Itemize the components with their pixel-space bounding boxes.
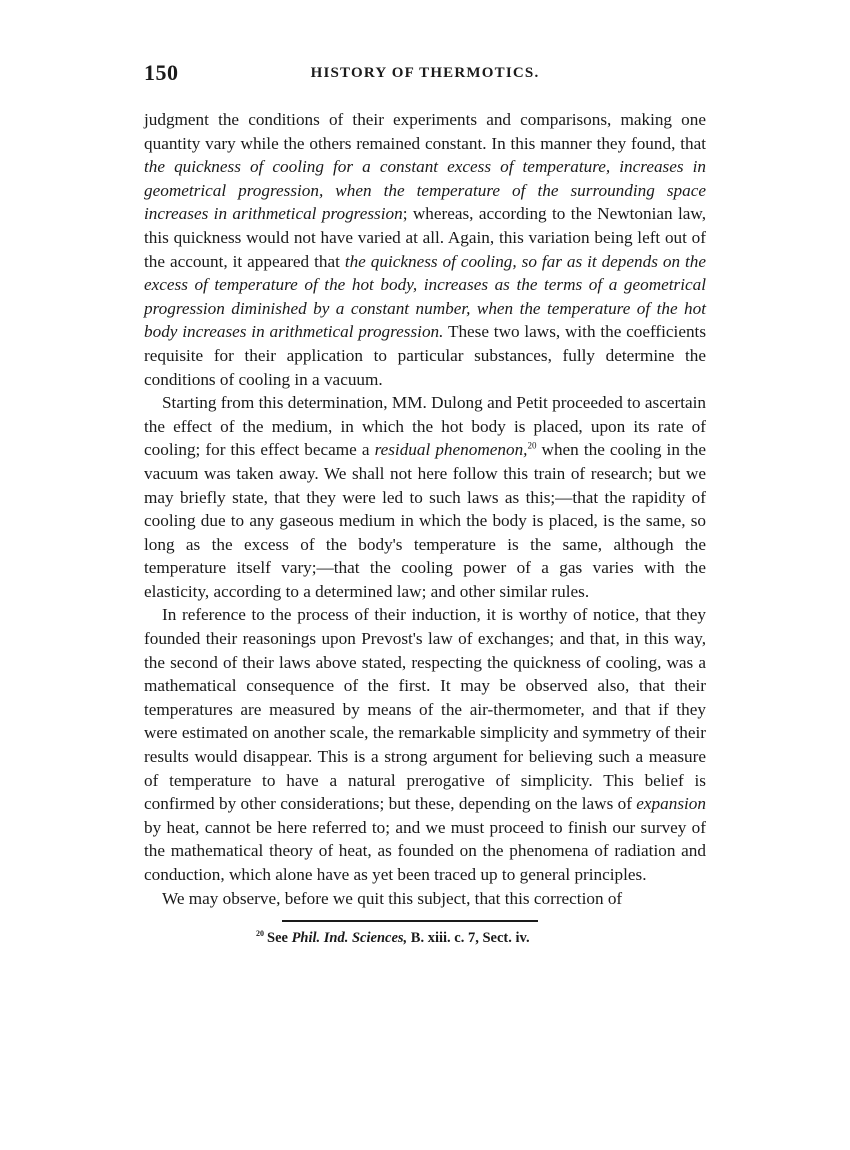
page-header (144, 60, 706, 90)
italic-text: expansion (636, 794, 706, 814)
paragraph (144, 603, 706, 886)
footnote (256, 928, 706, 948)
text-run: when the cooling in the vacuum was taken away. We shall not here follow this train of research; but we may briefly state, that they were led to such laws as this;—that the rapidity of cooling due to any gaseous medium in which the body is placed, is the same, so long as the excess of the body's temperature is the same, although the temperature itself vary;—that the cooling power of a gas varies with the elasticity, according to a determined law; and other similar rules. (144, 440, 706, 601)
paragraph (144, 887, 706, 911)
book-page (144, 60, 706, 948)
body-text (144, 108, 706, 910)
footnote-reference: 20 (527, 440, 537, 451)
footnote-divider (282, 920, 538, 921)
running-title: HISTORY OF THERMOTICS. (310, 65, 540, 81)
text-run: In reference to the process of their induction, it is worthy of notice, that they founded their reasonings upon Prevost's law of exchanges; and that, in this way, the second of their laws above stated, respecting the quickness of cooling, was a mathematical consequence of the first. It may be observed also, that their temperatures are measured by means of the air-thermometer, and that if they were estimated on another scale, the remarkable simplicity and symmetry of their results would disappear. This is a strong argument for believing such a measure of temperature to have a natural prerogative of simplicity. This belief is confirmed by other considerations; but these, depending on the laws of (144, 605, 706, 814)
text-run: by heat, cannot be here referred to; and we must proceed to finish our survey of the mathematical theory of heat, as founded on the phenomena of radiation and conduction, which alone have as yet been traced up to general principles. (144, 817, 706, 884)
footnote-source: Phil. Ind. Sciences, (291, 929, 408, 946)
paragraph (144, 391, 706, 603)
text-run: judgment the conditions of their experiments and comparisons, making one quantity vary while the others remained constant. In this manner they found, that (144, 110, 706, 153)
text-run: Starting from this determination, MM. Dulong and Petit proceeded to ascertain the effect of the medium, in which the hot body is placed, upon its rate of cooling; for this effect became a (144, 393, 706, 460)
italic-text: the quickness of cooling for a constant excess of temperature, increases in geometrical progression, when the temperature of the surrounding space increases in arithmetical progression (144, 157, 706, 224)
paragraph (144, 108, 706, 391)
text-run: These two laws, with the coefficients requisite for their application to particular substances, fully determine the conditions of cooling in a vacuum. (144, 322, 707, 389)
text-run: ; whereas, according to the Newtonian law, this quickness would not have varied at all. Again, this variation being left out of the account, it appeared that (144, 204, 706, 271)
text-run: We may observe, before we quit this subject, that this correction of (162, 888, 623, 908)
page-number: 150 (144, 60, 179, 85)
italic-text: residual phenomenon, (374, 440, 528, 460)
footnote-marker: 20 (256, 928, 264, 938)
footnote-lead: See (267, 929, 292, 946)
italic-text: the quickness of cooling, so far as it depends on the excess of temperature of the hot body, increases as the terms of a geometrical progression diminished by a constant number, when the temperature of the hot body increases in arithmetical progression. (144, 251, 706, 342)
footnote-rest: B. xiii. c. 7, Sect. iv. (407, 929, 530, 946)
